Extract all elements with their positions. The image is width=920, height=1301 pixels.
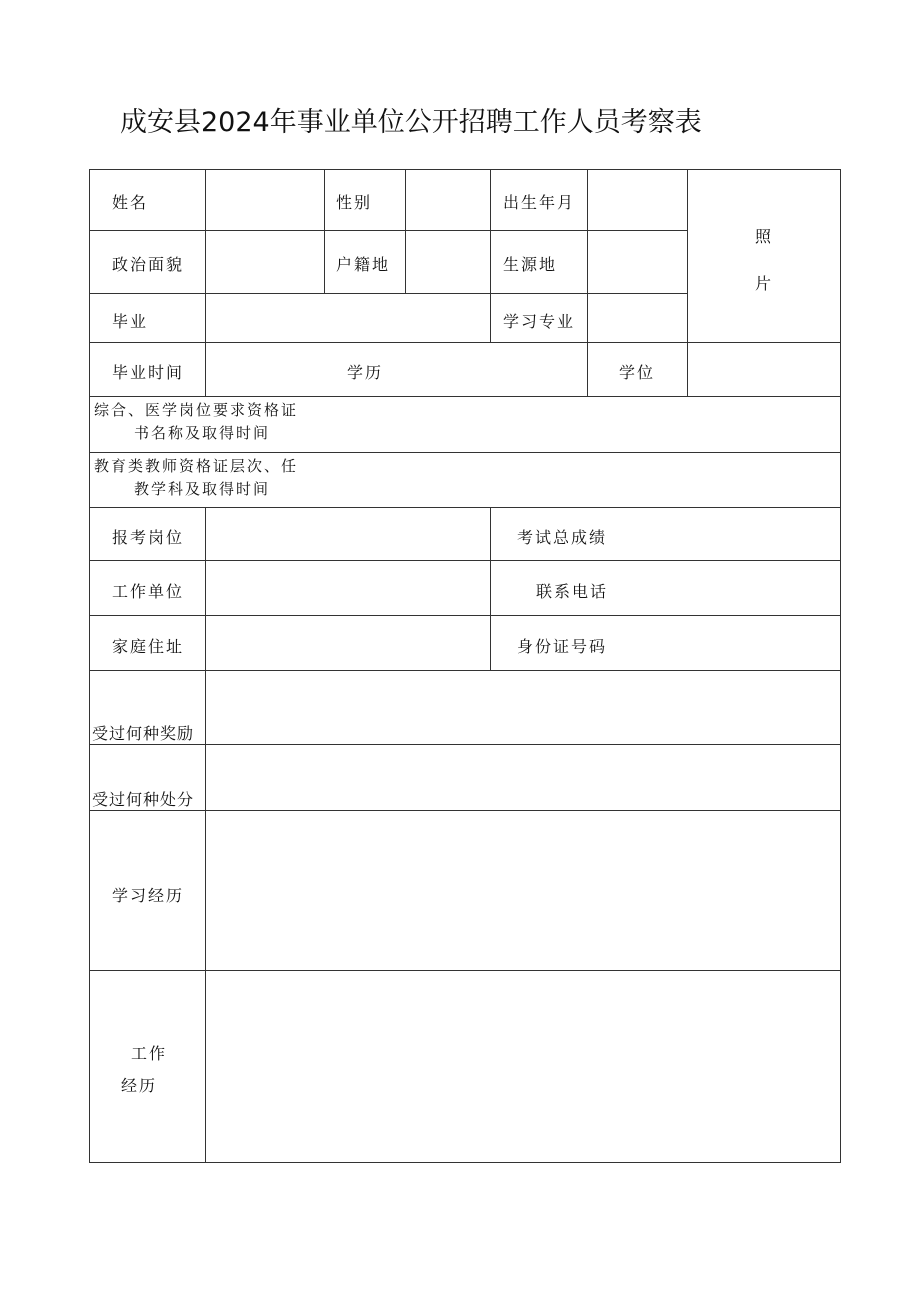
address-label: 家庭住址: [112, 637, 185, 656]
table-border-bottom: [89, 1162, 841, 1163]
graduate-field[interactable]: [206, 294, 490, 342]
hukou-field[interactable]: [406, 231, 490, 293]
col-divider: [490, 507, 491, 670]
photo-box[interactable]: [688, 170, 840, 342]
origin-field[interactable]: [588, 231, 687, 293]
work-label-2: 经历: [121, 1076, 158, 1095]
name-field[interactable]: [206, 170, 324, 230]
punish-field[interactable]: [206, 745, 840, 810]
teacher-cert-field[interactable]: [340, 453, 840, 507]
position-label: 报考岗位: [112, 528, 185, 547]
work-label-1: 工作: [131, 1044, 168, 1063]
political-label: 政治面貌: [112, 255, 185, 274]
grad-time-label: 毕业时间: [112, 363, 185, 382]
birth-label: 出生年月: [503, 193, 576, 212]
work-field[interactable]: [206, 971, 840, 1162]
study-label: 学习经历: [112, 886, 185, 905]
phone-label: 联系电话: [536, 582, 609, 601]
cert-label-line2: 书名称及取得时间: [134, 424, 271, 442]
teacher-cert-line2: 教学科及取得时间: [134, 480, 271, 498]
birth-field[interactable]: [588, 170, 687, 230]
awards-field[interactable]: [206, 671, 840, 744]
cert-label-line1: 综合、医学岗位要求资格证: [94, 401, 299, 419]
address-field[interactable]: [206, 616, 490, 670]
employer-label: 工作单位: [112, 582, 185, 601]
hukou-label: 户籍地: [336, 255, 391, 274]
col-divider: [490, 169, 491, 343]
table-border-left: [89, 169, 90, 1163]
degree-label: 学位: [619, 363, 656, 382]
punish-label: 受过何种处分: [92, 790, 195, 809]
phone-field[interactable]: [640, 561, 840, 615]
origin-label: 生源地: [503, 255, 558, 274]
table-border-right: [840, 169, 841, 1163]
score-field[interactable]: [640, 508, 840, 560]
graduate-label: 毕业: [112, 312, 149, 331]
col-divider: [324, 169, 325, 294]
gender-field[interactable]: [406, 170, 490, 230]
cert-field[interactable]: [340, 397, 840, 452]
degree-field[interactable]: [688, 343, 840, 396]
page-title: 成安县2024年事业单位公开招聘工作人员考察表: [120, 107, 702, 138]
political-field[interactable]: [206, 231, 324, 293]
id-field[interactable]: [640, 616, 840, 670]
name-label: 姓名: [112, 193, 149, 212]
position-field[interactable]: [206, 508, 490, 560]
photo-label-2: 片: [755, 274, 774, 293]
study-field[interactable]: [206, 811, 840, 970]
awards-label: 受过何种奖励: [92, 724, 195, 743]
education-label: 学历: [347, 363, 384, 382]
gender-label: 性别: [336, 193, 373, 212]
score-label: 考试总成绩: [517, 528, 608, 547]
grad-time-field[interactable]: [206, 343, 336, 396]
id-label: 身份证号码: [517, 637, 608, 656]
education-field[interactable]: [400, 343, 587, 396]
teacher-cert-line1: 教育类教师资格证层次、任: [94, 457, 299, 475]
major-label: 学习专业: [503, 312, 576, 331]
employer-field[interactable]: [206, 561, 490, 615]
major-field[interactable]: [588, 294, 687, 342]
photo-label-1: 照: [755, 227, 774, 246]
